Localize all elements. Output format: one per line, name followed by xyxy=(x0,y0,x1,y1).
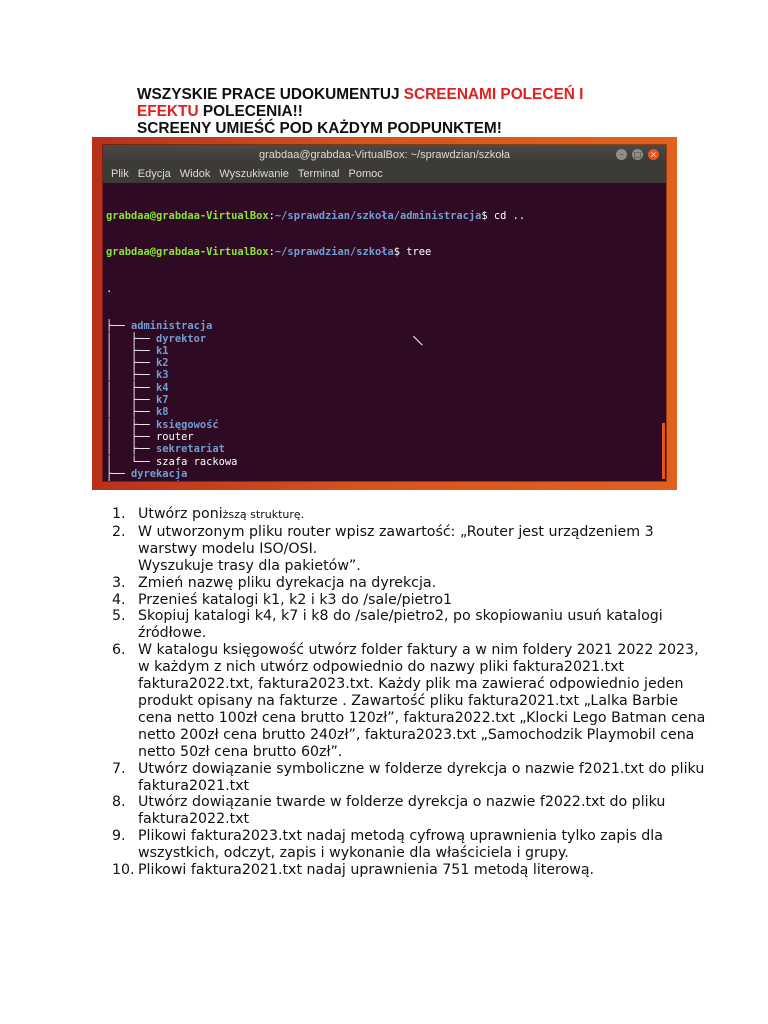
task-item xyxy=(112,828,707,862)
prompt-line: grabdaa@grabdaa-VirtualBox:~/sprawdzian/szkoła/administracja$ cd .. xyxy=(106,209,526,222)
header-highlight: SCREENAMI POLECEŃ I EFEKTU xyxy=(137,86,584,120)
tree-entry xyxy=(106,431,666,443)
tree-directory-name: sekretariat xyxy=(156,443,225,456)
task-item xyxy=(112,642,707,760)
tree-entry xyxy=(106,456,666,468)
task-number: 6. xyxy=(112,642,126,659)
task-number: 9. xyxy=(112,828,126,845)
tree-branch: │ ├── xyxy=(106,443,157,456)
tree-branch: │ ├── xyxy=(106,381,157,394)
tree-root: . xyxy=(106,283,113,296)
tree-directory-name xyxy=(131,480,200,481)
tree-directory-name: księgowość xyxy=(156,418,219,431)
prompt-line: grabdaa@grabdaa-VirtualBox:~/sprawdzian/szkoła$ tree xyxy=(106,246,432,259)
task-number: 2. xyxy=(112,523,126,540)
tree-branch: │ ├── xyxy=(106,332,157,345)
tree-listing xyxy=(106,320,666,481)
prompt-command: $ tree xyxy=(393,246,432,259)
terminal-menubar xyxy=(103,165,666,183)
menu-edycja[interactable]: Edycja xyxy=(137,168,171,180)
tree-directory-name: administracja xyxy=(131,320,213,333)
prompt-path: ~/sprawdzian/szkoła/administracja xyxy=(274,209,482,222)
tree-branch: │ └── xyxy=(106,455,157,468)
tree-directory-name: k7 xyxy=(156,394,169,407)
terminal-output[interactable] xyxy=(103,183,666,481)
task-text: Utwórz dowiązanie twarde w folderze dyrekcja o nazwie f2022.txt do pliku faktura2022.txt xyxy=(138,794,666,828)
header-text-end: POLECENIA!! xyxy=(198,103,303,120)
tree-directory-name: dyrektor xyxy=(156,332,207,345)
terminal-scrollbar[interactable] xyxy=(662,423,665,479)
tree-branch: │ ├── xyxy=(106,394,157,407)
stray-mark: \ xyxy=(411,332,425,350)
tree-entry xyxy=(106,382,666,394)
tree-directory-name: k3 xyxy=(156,369,169,382)
tree-branch: │ ├── xyxy=(106,357,157,370)
task-number: 1. xyxy=(112,506,126,522)
task-number: 3. xyxy=(112,574,126,591)
tree-entry xyxy=(106,320,666,332)
window-controls xyxy=(616,149,659,160)
tree-entry xyxy=(106,419,666,431)
prompt-user: grabdaa@grabdaa-VirtualBox xyxy=(106,246,269,259)
task-text: Skopiuj katalogi k4, k7 i k8 do /sale/pietro2, po skopiowaniu usuń katalogi źródłowe. xyxy=(138,608,663,642)
tree-entry xyxy=(106,468,666,480)
tree-branch: │ ├── xyxy=(106,406,157,419)
task-text: W katalogu księgowość utwórz folder faktury a w nim foldery 2021 2022 2023, w każdym z nich utwórz odpowiednio do nazwy pliki faktura2021.txt faktura2022.txt, faktura2023.txt. Każdy plik ma zawierać odpowiednio jeden produkt opisany na fakturze . Zawartość pliku faktura2021.txt „Lalka Barbie cena netto 100zł cena brutto 120zł”, faktura2022.txt „Klocki Lego Batman cena netto 200zł cena brutto 240zł”, faktura2023.txt „Samochodzik Playmobil cena netto 50zł cena brutto 60zł”. xyxy=(138,642,706,760)
menu-terminal[interactable]: Terminal xyxy=(297,168,340,180)
task-text: Plikowi faktura2023.txt nadaj metodą cyfrową uprawnienia tylko zapis dla wszystkich, odczyt, zapis i wykonanie dla właściciela i grupy. xyxy=(138,828,663,862)
task-number: 4. xyxy=(112,591,126,608)
tree-entry xyxy=(106,357,666,369)
task-number: 8. xyxy=(112,794,126,811)
tree-entry xyxy=(106,480,666,481)
tree-directory-name: k2 xyxy=(156,357,169,370)
tree-entry xyxy=(106,369,666,381)
task-text: W utworzonym pliku router wpisz zawartość: „Router jest urządzeniem 3 warstwy modelu ISO/OSI. Wyszukuje trasy dla pakietów”. xyxy=(138,523,654,574)
maximize-icon[interactable]: □ xyxy=(633,150,642,159)
tree-branch: │ ├── xyxy=(106,430,157,443)
task-text: Przenieś katalogi k1, k2 i k3 do /sale/pietro1 xyxy=(138,591,453,608)
prompt-command: $ cd .. xyxy=(481,209,526,222)
task-item xyxy=(112,575,707,592)
tree-entry xyxy=(106,394,666,406)
terminal-title: grabdaa@grabdaa-VirtualBox: ~/sprawdzian/szkoła xyxy=(259,149,510,161)
task-text: Plikowi faktura2021.txt nadaj uprawnienia 751 metodą literową. xyxy=(138,862,595,879)
tree-branch: │ ├── xyxy=(106,369,157,382)
prompt-user: grabdaa@grabdaa-VirtualBox xyxy=(106,209,269,222)
tree-entry xyxy=(106,345,666,357)
close-icon[interactable]: × xyxy=(648,149,659,160)
task-number: 5. xyxy=(112,608,126,625)
menu-plik[interactable]: Plik xyxy=(111,168,129,180)
tree-directory-name: k1 xyxy=(156,344,169,357)
tree-branch: │ ├── xyxy=(106,418,157,431)
task-number: 7. xyxy=(112,760,126,777)
task-item xyxy=(112,761,707,795)
tree-entry xyxy=(106,443,666,455)
header-text: WSZYSKIE PRACE UDOKUMENTUJ xyxy=(137,86,404,103)
document-header xyxy=(137,86,647,137)
task-number: 10. xyxy=(112,862,135,879)
menu-pomoc[interactable]: Pomoc xyxy=(348,168,383,180)
task-list xyxy=(112,506,707,879)
tree-directory-name: dyrekacja xyxy=(131,467,188,480)
task-item xyxy=(112,506,707,524)
tree-branch xyxy=(106,480,131,481)
task-text: Utwórz poni xyxy=(138,506,223,522)
tree-directory-name: k8 xyxy=(156,406,169,419)
header-line2: SCREENY UMIEŚĆ POD KAŻDYM PODPUNKTEM! xyxy=(137,120,502,137)
terminal-screenshot xyxy=(92,137,677,490)
tree-entry xyxy=(106,333,666,345)
task-item xyxy=(112,524,707,575)
tree-entry xyxy=(106,406,666,418)
prompt-path: ~/sprawdzian/szkoła xyxy=(274,246,394,259)
minimize-icon[interactable]: – xyxy=(616,149,627,160)
task-text: Zmień nazwę pliku dyrekacja na dyrekcja. xyxy=(138,574,437,591)
task-item xyxy=(112,592,707,609)
tree-file-name: szafa rackowa xyxy=(156,455,238,468)
task-item xyxy=(112,862,707,879)
task-item xyxy=(112,794,707,828)
terminal-window xyxy=(103,145,666,481)
menu-widok[interactable]: Widok xyxy=(179,168,211,180)
tree-branch: │ ├── xyxy=(106,344,157,357)
task-text: Utwórz dowiązanie symboliczne w folderze dyrekcja o nazwie f2021.txt do pliku faktura2021.txt xyxy=(138,760,705,794)
task-item xyxy=(112,608,707,642)
task-text-small: ższą strukturę. xyxy=(222,508,305,521)
tree-file-name: router xyxy=(156,430,194,443)
terminal-titlebar xyxy=(103,145,666,165)
menu-wyszukiwanie[interactable]: Wyszukiwanie xyxy=(219,168,289,180)
tree-directory-name: k4 xyxy=(156,381,169,394)
tree-branch: ├── xyxy=(106,320,132,333)
tree-branch: ├── xyxy=(106,467,132,480)
